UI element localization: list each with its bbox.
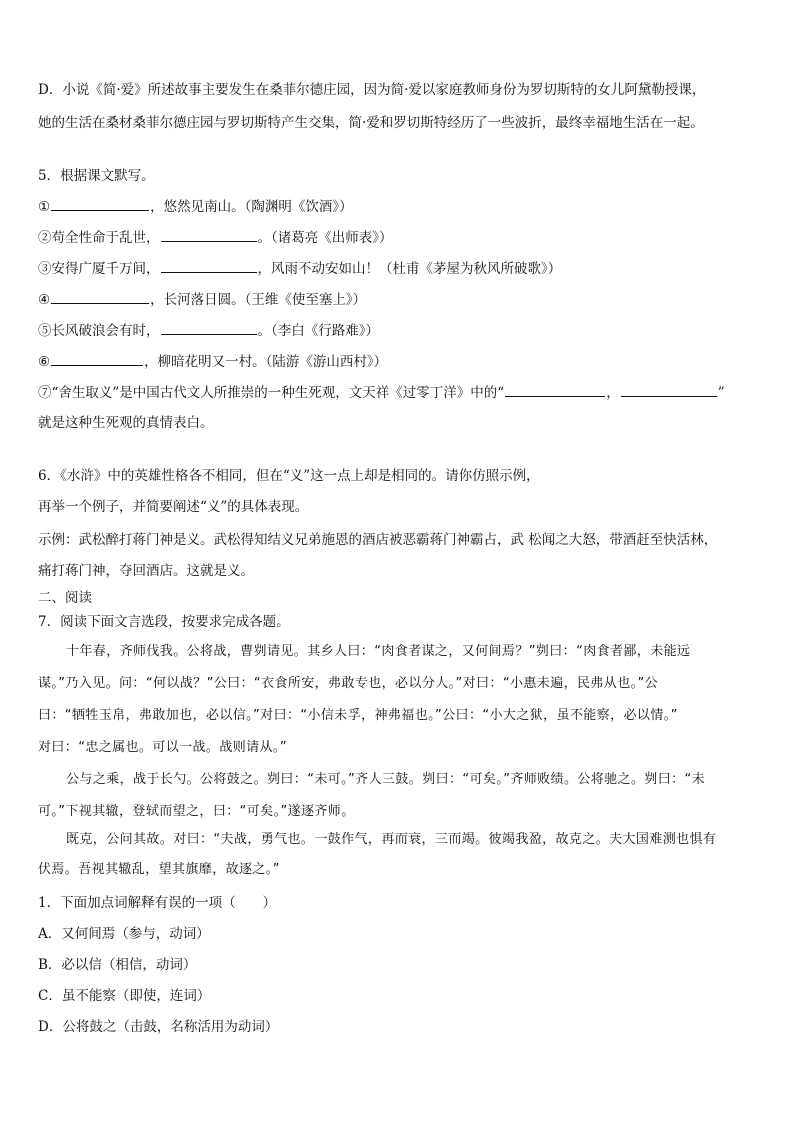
item-prefix: ⑦“舍生取义”是中国古代文人所推崇的一种生死观，文天祥《过零丁洋》中的“ — [38, 385, 505, 401]
q7-sub1-question: 1．下面加点词解释有误的一项（ ） — [38, 895, 277, 911]
passage-line: 既克，公问其故。对曰：“夫战，勇气也。一鼓作气，再而衰，三而竭。彼竭我盈，故克之。夫大国难测也惧有 — [66, 832, 717, 847]
item-prefix: ③安得广厦千万间， — [38, 261, 160, 277]
item-prefix: ⑤长风破浪会有时， — [38, 323, 160, 339]
q5-item-6 — [38, 351, 756, 372]
answer-blank[interactable] — [161, 258, 257, 273]
item-suffix: 。（诸葛亮《出师表》） — [257, 230, 393, 246]
q6-example-line2: 痛打蒋门神，夺回酒店。这就是义。 — [38, 563, 254, 579]
passage-line: 十年春，齐师伐我。公将战，曹刿请见。其乡人曰：“肉食者谋之，又何间焉？”刿曰：“肉食者鄙，未能远 — [66, 644, 691, 659]
q5-item-7 — [38, 382, 756, 403]
option-b[interactable]: B．必以信（相信，动词） — [38, 957, 197, 973]
option-a[interactable]: A．又何间焉（参与，动词） — [38, 926, 210, 942]
option-c[interactable]: C．虽不能察（即使，连词） — [38, 988, 211, 1004]
item-prefix: ① — [38, 199, 51, 215]
answer-blank[interactable] — [51, 196, 149, 211]
item-suffix: ” — [717, 385, 725, 401]
q5-item-1 — [38, 196, 756, 217]
q6-prompt-line2: 再举一个例子，并简要阐述“义”的具体表现。 — [38, 499, 309, 515]
q5-item-2 — [38, 227, 756, 248]
q5-title: 5．根据课文默写。 — [38, 168, 155, 184]
q5-item-5 — [38, 320, 756, 341]
item-suffix: ，柳暗花明又一村。（陆游《游山西村》） — [144, 354, 388, 370]
q5-item-7-line2: 就是这种生死观的真情表白。 — [38, 415, 214, 431]
item-separator: ， — [606, 385, 620, 401]
passage-line: 公与之乘，战于长勺。公将鼓之。刿曰：“未可。”齐人三鼓。刿曰：“可矣。”齐师败绩。公将驰之。刿曰：“未 — [66, 772, 706, 787]
item-prefix: ⑥ — [38, 354, 51, 370]
item-suffix: ，长河落日圆。（王维《使至塞上》） — [150, 292, 367, 308]
answer-blank[interactable] — [51, 351, 143, 366]
answer-blank[interactable] — [161, 320, 257, 335]
q4-option-d-line2: 她的生活在桑材桑菲尔德庄园与罗切斯特产生交集，简·爱和罗切斯特经历了一些波折，最终幸福地生活在一起。 — [38, 115, 704, 131]
q5-item-3 — [38, 258, 756, 279]
q4-option-d-line1: D．小说《简·爱》所述故事主要发生在桑菲尔德庄园，因为简·爱以家庭教师身份为罗切斯特的女儿阿黛勒授课， — [38, 82, 706, 98]
answer-blank[interactable] — [161, 227, 257, 242]
item-suffix: ，风雨不动安如山！（杜甫《茅屋为秋风所破歌》） — [257, 261, 562, 277]
section-heading-reading: 二、阅读 — [38, 590, 92, 606]
passage-line: 可。”下视其辙，登轼而望之，曰：“可矣。”遂逐齐师。 — [38, 804, 355, 819]
q6-example-line1: 示例：武松醉打蒋门神是义。武松得知结义兄弟施恩的酒店被恶霸蒋门神霸占，武 松闻之大怒，带酒赶至快活林， — [38, 532, 718, 548]
q6-prompt-line1: 6．《水浒》中的英雄性格各不相同，但在“义”这一点上却是相同的。请你仿照示例， — [38, 468, 540, 484]
answer-blank[interactable] — [621, 382, 717, 397]
passage-line: 谋。”乃入见。问：“何以战？”公曰：“衣食所安，弗敢专也，必以分人。”对曰：“小惠未遍，民弗从也。”公 — [38, 676, 659, 691]
item-prefix: ④ — [38, 292, 51, 308]
item-suffix: 。（李白《行路难》） — [257, 323, 379, 339]
passage-line: 伏焉。吾视其辙乱，望其旗靡，故逐之。” — [38, 862, 280, 877]
answer-blank[interactable] — [51, 289, 149, 304]
answer-blank[interactable] — [505, 382, 605, 397]
passage-line: 曰：“牺牲玉帛，弗敢加也，必以信。”对曰：“小信未孚，神弗福也。”公曰：“小大之狱，虽不能察，必以情。” — [38, 708, 678, 723]
item-suffix: ，悠然见南山。（陶渊明《饮酒》） — [150, 199, 353, 215]
item-prefix: ②苟全性命于乱世， — [38, 230, 160, 246]
q7-title: 7．阅读下面文言选段，按要求完成各题。 — [38, 614, 290, 630]
passage-line: 对曰：“忠之属也。可以一战。战则请从。” — [38, 740, 287, 755]
option-d[interactable]: D．公将鼓之（击鼓，名称活用为动词） — [38, 1019, 279, 1035]
q5-item-4 — [38, 289, 756, 310]
